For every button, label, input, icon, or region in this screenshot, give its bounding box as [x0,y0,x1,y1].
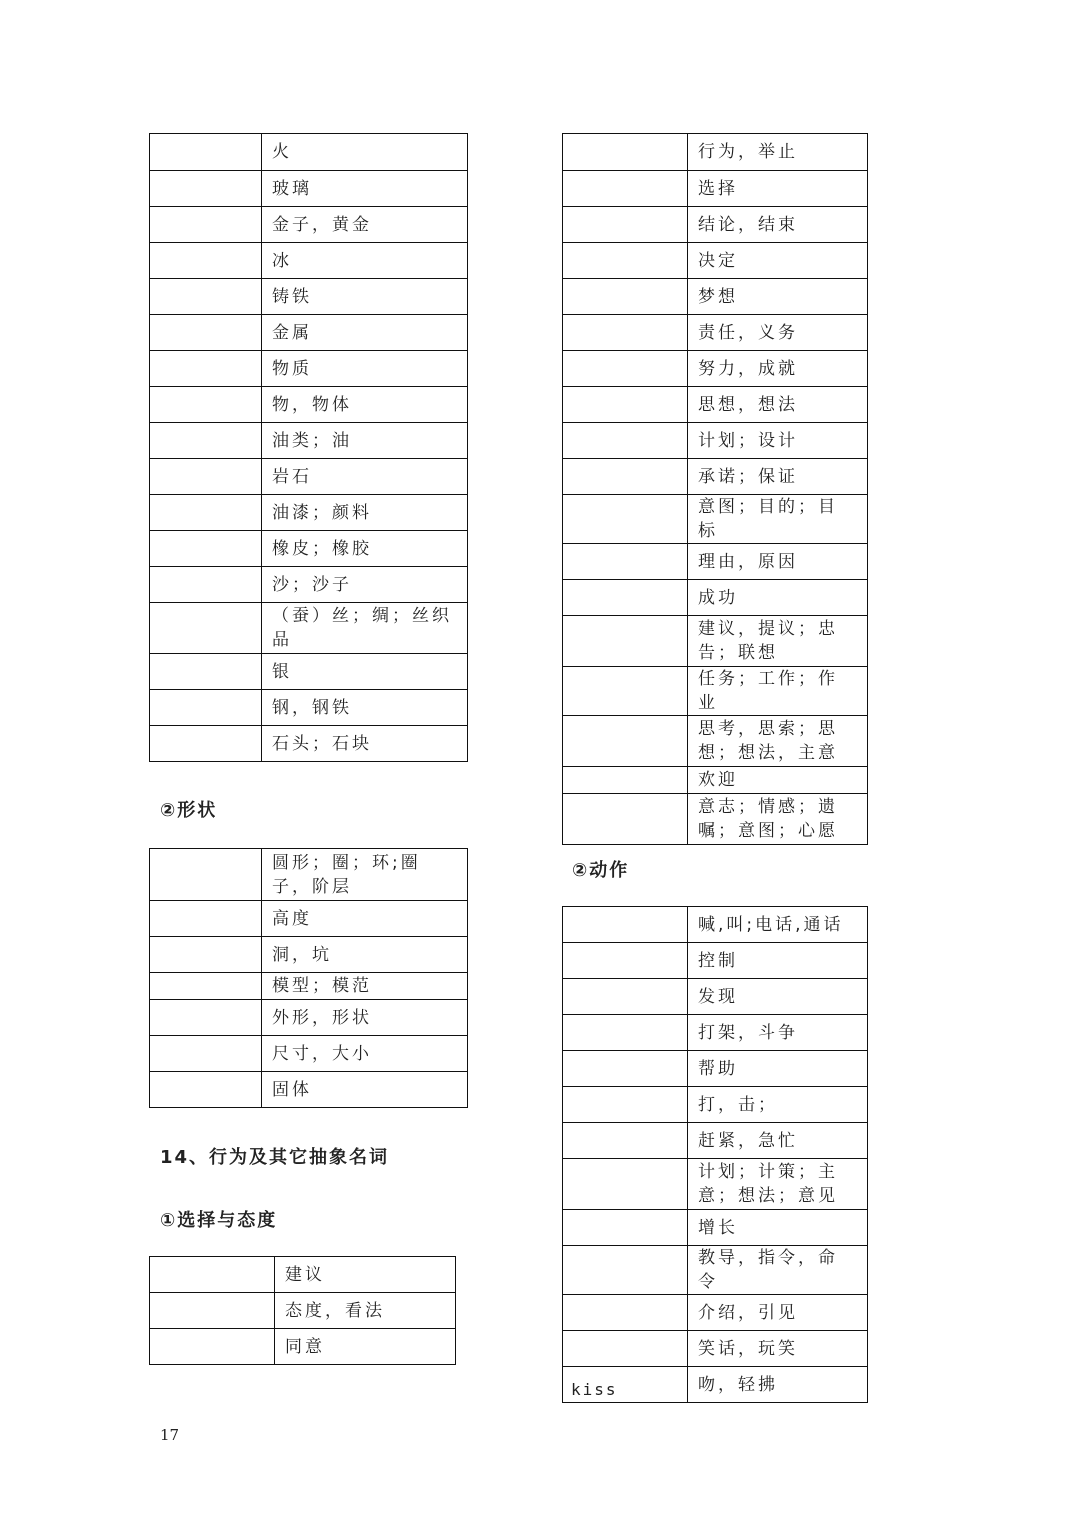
chinese-meaning-cell: 外形，形状 [262,1000,468,1036]
chinese-meaning-cell: 思考，思索；思想；想法，主意 [688,716,868,767]
vocab-row [150,1257,456,1293]
english-word-cell [150,849,262,901]
vocab-row [150,495,468,531]
english-word-cell [563,279,688,315]
english-word-cell [563,1123,688,1159]
english-word-cell [563,1331,688,1367]
vocab-row [563,616,868,667]
english-word-cell [563,1210,688,1246]
chinese-meaning-cell: 模型；模范 [262,973,468,1000]
vocab-row [563,279,868,315]
vocab-row [563,1295,868,1331]
english-word-cell [150,171,262,207]
chinese-meaning-cell: 思想，想法 [688,387,868,423]
chinese-meaning-cell: 冰 [262,243,468,279]
english-word-cell [150,973,262,1000]
english-word-cell [150,654,262,690]
chinese-meaning-cell: 油类；油 [262,423,468,459]
english-word-cell [563,907,688,943]
vocab-row [150,387,468,423]
chinese-meaning-cell: 油漆；颜料 [262,495,468,531]
chinese-meaning-cell: 欢迎 [688,767,868,794]
vocab-row [563,1246,868,1295]
english-word-cell [150,351,262,387]
vocab-row [150,315,468,351]
vocab-row [563,1210,868,1246]
chinese-meaning-cell: 同意 [275,1329,456,1365]
chinese-meaning-cell: 打架，斗争 [688,1015,868,1051]
chinese-meaning-cell: 赶紧，急忙 [688,1123,868,1159]
chinese-meaning-cell: 洞，坑 [262,937,468,973]
chinese-meaning-cell: 尺寸，大小 [262,1036,468,1072]
english-word-cell [563,459,688,495]
chinese-meaning-cell: 态度，看法 [275,1293,456,1329]
vocab-row [150,973,468,1000]
english-word-cell [563,351,688,387]
chinese-meaning-cell: 火 [262,134,468,171]
english-word-cell [150,901,262,937]
vocab-row [563,1087,868,1123]
english-word-cell [563,1051,688,1087]
chinese-meaning-cell: 沙；沙子 [262,567,468,603]
page-number: 17 [160,1426,180,1444]
english-word-cell [150,531,262,567]
chinese-meaning-cell: 控制 [688,943,868,979]
english-word-cell [563,243,688,279]
chinese-meaning-cell: 铸铁 [262,279,468,315]
english-word-cell [150,495,262,531]
chinese-meaning-cell: 金属 [262,315,468,351]
chinese-meaning-cell: 决定 [688,243,868,279]
english-word-cell [150,243,262,279]
chinese-meaning-cell: 增长 [688,1210,868,1246]
section-heading: 14、行为及其它抽象名词 [160,1147,390,1168]
choice-heading: ①选择与态度 [160,1210,278,1231]
vocab-row [150,567,468,603]
chinese-meaning-cell: 介绍，引见 [688,1295,868,1331]
english-word-cell [563,315,688,351]
shape-table [149,848,468,1108]
vocab-row [563,243,868,279]
vocab-row [150,1036,468,1072]
vocab-row [563,580,868,616]
vocab-row [150,531,468,567]
vocab-row [150,243,468,279]
vocab-row [563,207,868,243]
chinese-meaning-cell: 高度 [262,901,468,937]
vocab-row [150,901,468,937]
chinese-meaning-cell: 石头；石块 [262,726,468,762]
vocab-row [150,1293,456,1329]
english-word-cell [150,315,262,351]
chinese-meaning-cell: 理由，原因 [688,544,868,580]
vocab-row [563,1331,868,1367]
english-word-cell [150,726,262,762]
action-heading: ②动作 [572,860,630,881]
chinese-meaning-cell: 笑话，玩笑 [688,1331,868,1367]
english-word-cell [563,1159,688,1210]
english-word-cell [563,767,688,794]
vocab-row [563,423,868,459]
chinese-meaning-cell: 岩石 [262,459,468,495]
vocab-row [563,907,868,943]
chinese-meaning-cell: 行为，举止 [688,134,868,171]
english-word-cell: kiss [563,1367,688,1403]
vocab-row [150,654,468,690]
chinese-meaning-cell: 建议，提议；忠告；联想 [688,616,868,667]
vocab-row [563,794,868,845]
vocab-row [563,1123,868,1159]
choice-table [149,1256,456,1365]
vocab-row [563,495,868,544]
english-word-cell [563,667,688,716]
chinese-meaning-cell: 吻，轻拂 [688,1367,868,1403]
chinese-meaning-cell: 发现 [688,979,868,1015]
english-word-cell [150,937,262,973]
action-table [562,906,868,1403]
vocab-row [563,1367,868,1403]
vocab-row [563,134,868,171]
vocab-row [150,423,468,459]
english-word-cell [563,616,688,667]
chinese-meaning-cell: 物，物体 [262,387,468,423]
english-word-cell [563,207,688,243]
vocab-row [563,459,868,495]
vocab-row [563,315,868,351]
materials-table [149,133,468,762]
chinese-meaning-cell: 打，击； [688,1087,868,1123]
english-word-cell [563,387,688,423]
chinese-meaning-cell: 固体 [262,1072,468,1108]
chinese-meaning-cell: 意志；情感；遗嘱；意图；心愿 [688,794,868,845]
chinese-meaning-cell: 玻璃 [262,171,468,207]
chinese-meaning-cell: 教导，指令，命令 [688,1246,868,1295]
english-word-cell [150,1257,275,1293]
english-word-cell [150,1329,275,1365]
vocab-row [563,767,868,794]
vocab-row [563,667,868,716]
shape-heading: ②形状 [160,800,218,821]
chinese-meaning-cell: 建议 [275,1257,456,1293]
english-word-cell [563,979,688,1015]
vocab-row [150,279,468,315]
vocab-row [150,849,468,901]
vocab-row [150,690,468,726]
vocab-row [150,171,468,207]
vocab-row [150,937,468,973]
vocab-row [150,1000,468,1036]
chinese-meaning-cell: 喊,叫;电话,通话 [688,907,868,943]
vocab-row [150,1329,456,1365]
english-word-cell [563,171,688,207]
chinese-meaning-cell: 帮助 [688,1051,868,1087]
vocab-row [150,351,468,387]
english-word-cell [563,716,688,767]
chinese-meaning-cell: 物质 [262,351,468,387]
chinese-meaning-cell: 选择 [688,171,868,207]
chinese-meaning-cell: 意图；目的；目标 [688,495,868,544]
vocab-row [150,1072,468,1108]
english-word-cell [150,603,262,654]
english-word-cell [563,580,688,616]
vocab-row [150,134,468,171]
chinese-meaning-cell: 成功 [688,580,868,616]
chinese-meaning-cell: 梦想 [688,279,868,315]
english-word-cell [150,279,262,315]
chinese-meaning-cell: 圆形；圈；环;圈子，阶层 [262,849,468,901]
vocab-row [563,1015,868,1051]
vocab-row [563,1051,868,1087]
english-word-cell [563,1246,688,1295]
vocab-row [563,943,868,979]
vocab-row [563,979,868,1015]
english-word-cell [150,1293,275,1329]
english-word-cell [563,134,688,171]
chinese-meaning-cell: 银 [262,654,468,690]
vocab-row [563,1159,868,1210]
english-word-cell [150,459,262,495]
chinese-meaning-cell: 钢，钢铁 [262,690,468,726]
chinese-meaning-cell: 任务；工作；作业 [688,667,868,716]
english-word-cell [563,423,688,459]
chinese-meaning-cell: 橡皮；橡胶 [262,531,468,567]
english-word-cell [150,423,262,459]
vocab-row [563,351,868,387]
chinese-meaning-cell: 承诺；保证 [688,459,868,495]
english-word-cell [150,1036,262,1072]
chinese-meaning-cell: （蚕）丝；绸；丝织品 [262,603,468,654]
english-word-cell [563,544,688,580]
english-word-cell [563,1087,688,1123]
english-word-cell [150,387,262,423]
abstract-table [562,133,868,845]
vocab-row [150,459,468,495]
chinese-meaning-cell: 责任，义务 [688,315,868,351]
english-word-cell [150,1072,262,1108]
chinese-meaning-cell: 金子，黄金 [262,207,468,243]
english-word-cell [563,495,688,544]
vocab-row [150,726,468,762]
vocab-row [563,171,868,207]
english-word-cell [150,690,262,726]
vocab-row [563,544,868,580]
english-word-cell [150,567,262,603]
english-word-cell [150,134,262,171]
english-word-cell [150,1000,262,1036]
english-word-cell [150,207,262,243]
english-word-cell [563,794,688,845]
english-word-cell [563,1015,688,1051]
vocab-row [150,603,468,654]
english-word-cell [563,943,688,979]
chinese-meaning-cell: 努力，成就 [688,351,868,387]
vocab-row [563,716,868,767]
english-word-cell [563,1295,688,1331]
chinese-meaning-cell: 计划；设计 [688,423,868,459]
chinese-meaning-cell: 结论，结束 [688,207,868,243]
vocab-row [150,207,468,243]
chinese-meaning-cell: 计划；计策；主意；想法；意见 [688,1159,868,1210]
vocab-row [563,387,868,423]
